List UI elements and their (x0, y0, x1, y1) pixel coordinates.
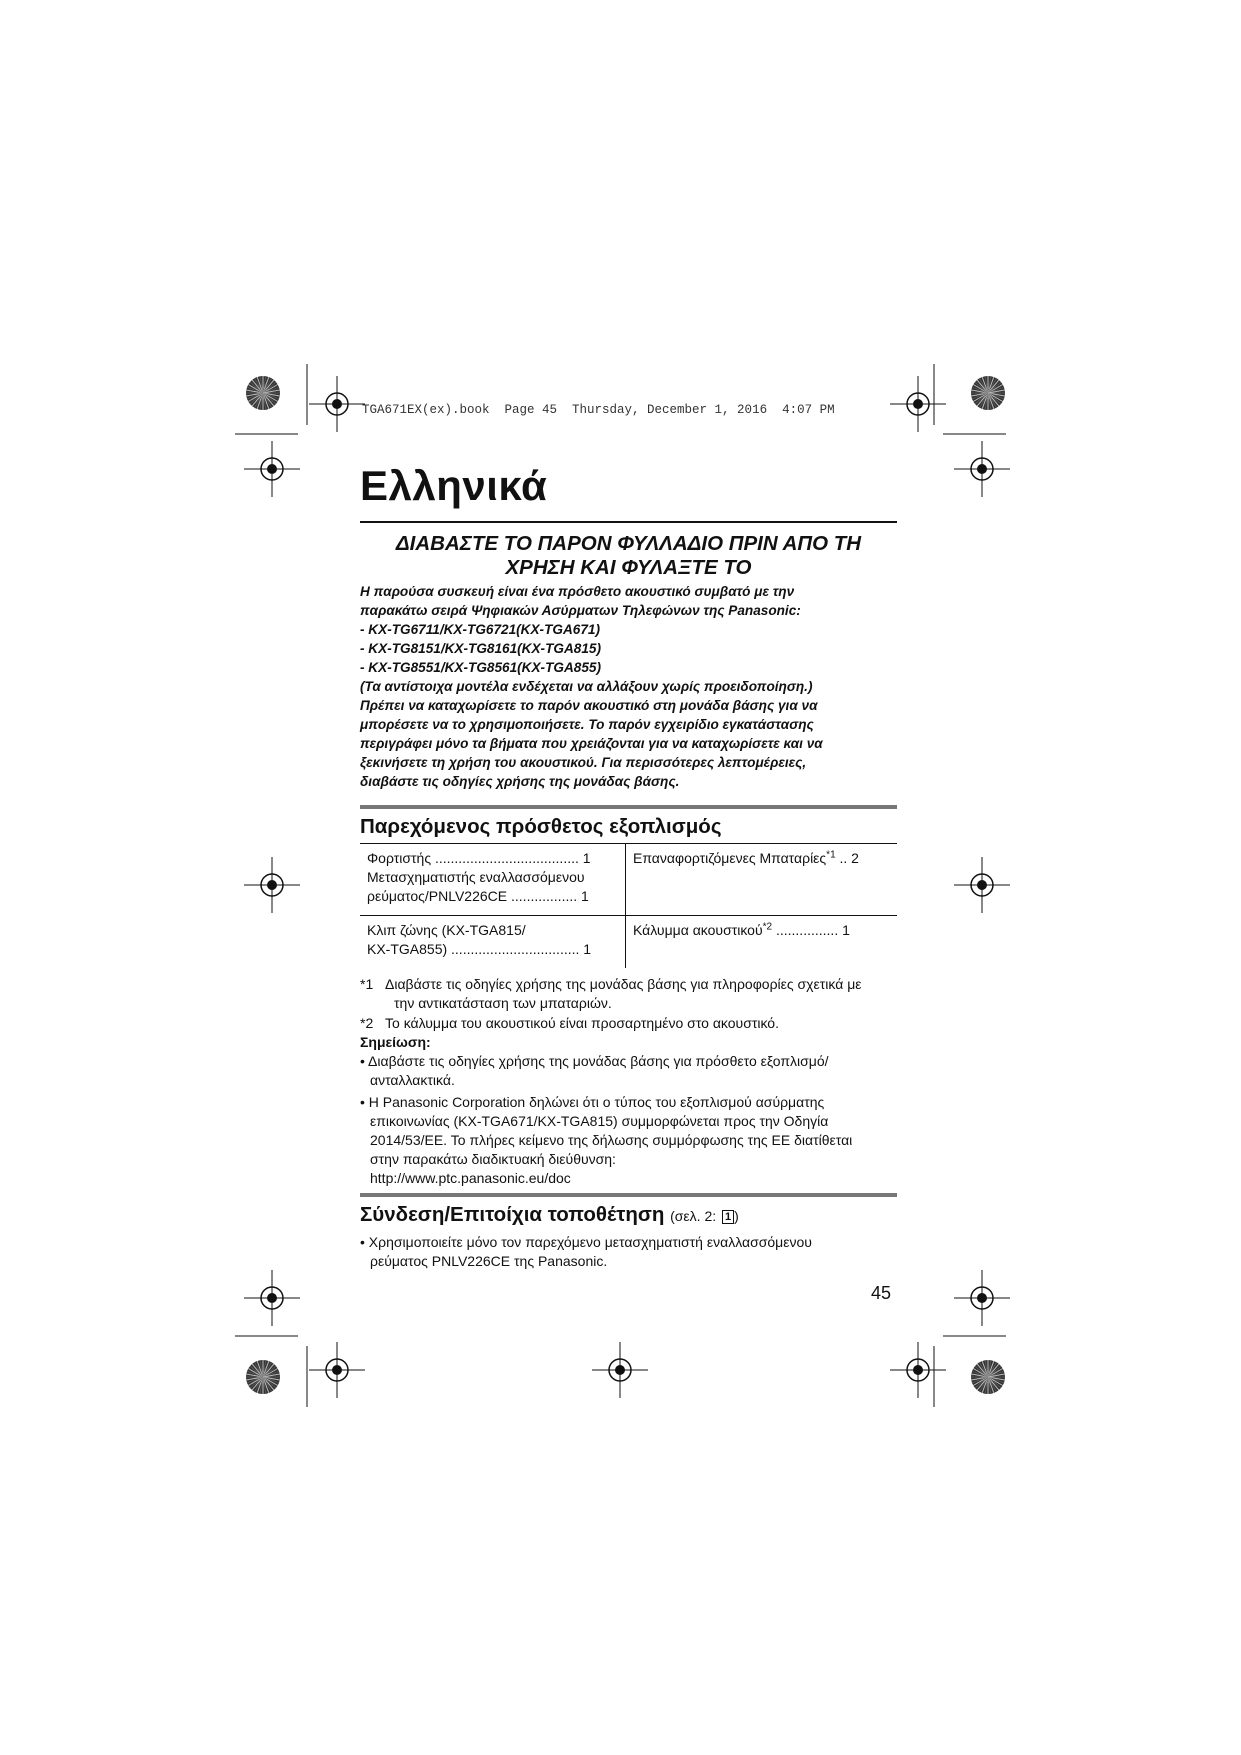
accessory-handset-cover: Κάλυμμα ακουστικού$^{*2}$ ................ 1 (633, 921, 850, 938)
intro-line: μπορέσετε να το χρησιμοποιήσετε. Το παρόν εγχειρίδιο εγκατάστασης (360, 717, 814, 732)
title-divider (360, 521, 897, 523)
note-label: Σημείωση: (360, 1034, 431, 1050)
connection-rule (360, 1193, 897, 1197)
intro-line: Πρέπει να καταχωρίσετε το παρόν ακουστικό στη μονάδα βάσης για να (360, 698, 818, 713)
intro-line: Η παρούσα συσκευή είναι ένα πρόσθετο ακουστικό συμβατό με την (360, 584, 795, 599)
registration-star-icon (971, 376, 1005, 410)
figure-number-box: 1 (722, 1210, 734, 1224)
registration-target-icon (890, 1342, 946, 1398)
warning-heading-line1: ΔΙΑΒΑΣΤΕ ΤΟ ΠΑΡΟΝ ΦΥΛΛΑΔΙΟ ΠΡΙΝ ΑΠΟ ΤΗ (395, 532, 862, 555)
intro-model-line: - KX-TG8551/KX-TG8561(KX-TGA855) (360, 660, 601, 675)
accessory-adaptor-line2: ρεύματος/PNLV226CE ................. 1 (367, 888, 589, 904)
footnote-1-mark: *1 (360, 976, 374, 992)
accessory-adaptor-line1: Μετασχηματιστής εναλλασσόμενου (367, 869, 585, 885)
warning-heading (360, 532, 897, 580)
note-bullet-2: • Η Panasonic Corporation δηλώνει ότι ο τύπος του εξοπλισμού ασύρματης επικοινωνίας (KX-TGA671/KX-TGA815) συμμορφώνεται προς την Οδηγία 2014/53/ΕΕ. Το πλήρες κείμενο της δήλωσης συμμόρφωσης της ΕΕ διατίθεται στην παρακάτω διαδικτυακή διεύθυνση: http://www.ptc.panasonic.eu/doc (360, 1094, 853, 1186)
footnote-1: Διαβάστε τις οδηγίες χρήσης της μονάδας βάσης για πληροφορίες σχετικά με την αντικατάσταση των μπαταριών. (385, 976, 862, 1011)
accessory-cell-left-top (367, 849, 591, 906)
accessory-batteries: Επαναφορτιζόμενες Μπαταρίες$^{*1}$ .. 2 (633, 849, 859, 866)
page-number: 45 (871, 1283, 892, 1303)
registration-target-icon (244, 441, 300, 497)
intro-model-line: - KX-TG6711/KX-TG6721(KX-TGA671) (360, 622, 600, 637)
connection-bullet-1: • Χρησιμοποιείτε μόνο τον παρεχόμενο μετασχηματιστή εναλλασσόμενου ρεύματος PNLV226CE της Panasonic. (360, 1234, 812, 1269)
accessory-cell-left-bottom (367, 921, 591, 959)
declaration-url: http://www.ptc.panasonic.eu/doc (370, 1170, 571, 1186)
note-bullet-1: • Διαβάστε τις οδηγίες χρήσης της μονάδας βάσης για πρόσθετο εξοπλισμό/ ανταλλακτικά. (360, 1053, 829, 1088)
registration-star-icon (971, 1360, 1005, 1394)
registration-target-icon (954, 441, 1010, 497)
accessories-rule (360, 805, 897, 809)
table-row-divider (360, 915, 897, 916)
footnote-ref-1: *1 (826, 849, 836, 861)
table-top-border (360, 843, 897, 844)
registration-target-icon (244, 1270, 300, 1326)
connection-heading: Σύνδεση/Επιτοίχια τοποθέτηση (σελ. 2: 1 ) (360, 1203, 739, 1226)
registration-target-icon (244, 857, 300, 913)
table-column-divider (625, 843, 626, 968)
intro-line: παρακάτω σειρά Ψηφιακών Ασύρματων Τηλεφώνων της Panasonic: (360, 603, 801, 618)
registration-target-icon (309, 1342, 365, 1398)
intro-line: (Τα αντίστοιχα μοντέλα ενδέχεται να αλλάξουν χωρίς προειδοποίηση.) (360, 679, 813, 694)
intro-paragraph (360, 582, 900, 791)
registration-star-icon (246, 1360, 280, 1394)
registration-target-icon (954, 857, 1010, 913)
page-reference: (σελ. 2: 1 ) (670, 1208, 739, 1224)
intro-line: διαβάστε τις οδηγίες χρήσης της μονάδας βάσης. (360, 774, 680, 789)
footnote-ref-2: *2 (762, 921, 773, 933)
registration-target-icon (592, 1342, 648, 1398)
registration-target-icon (309, 376, 365, 432)
accessory-belt-clip-line1: Κλιπ ζώνης (KX-TGA815/ (367, 922, 526, 938)
intro-line: περιγράφει μόνο τα βήματα που χρειάζονται για να καταχωρίσετε και να (360, 736, 823, 751)
footnote-2-mark: *2 (360, 1015, 374, 1031)
warning-heading-line2: ΧΡΗΣΗ ΚΑΙ ΦΥΛΑΞΤΕ ΤΟ (505, 556, 752, 579)
language-title: Ελληνικά (360, 462, 548, 509)
registration-star-icon (246, 376, 280, 410)
footnote-2: Το κάλυμμα του ακουστικού είναι προσαρτημένο στο ακουστικό. (385, 1015, 779, 1031)
accessory-belt-clip-line2: KX-TGA855) ................................. 1 (367, 941, 592, 957)
print-info-header: TGA671EX(ex).book Page 45 Thursday, December 1, 2016 4:07 PM (362, 403, 835, 417)
registration-target-icon (954, 1270, 1010, 1326)
intro-model-line: - KX-TG8151/KX-TG8161(KX-TGA815) (360, 641, 601, 656)
intro-line: ξεκινήσετε τη χρήση του ακουστικού. Για περισσότερες λεπτομέρειες, (360, 755, 807, 770)
accessories-heading: Παρεχόμενος πρόσθετος εξοπλισμός (360, 815, 722, 838)
accessory-charger: Φορτιστής ..................................... 1 (367, 850, 591, 866)
registration-target-icon (890, 376, 946, 432)
